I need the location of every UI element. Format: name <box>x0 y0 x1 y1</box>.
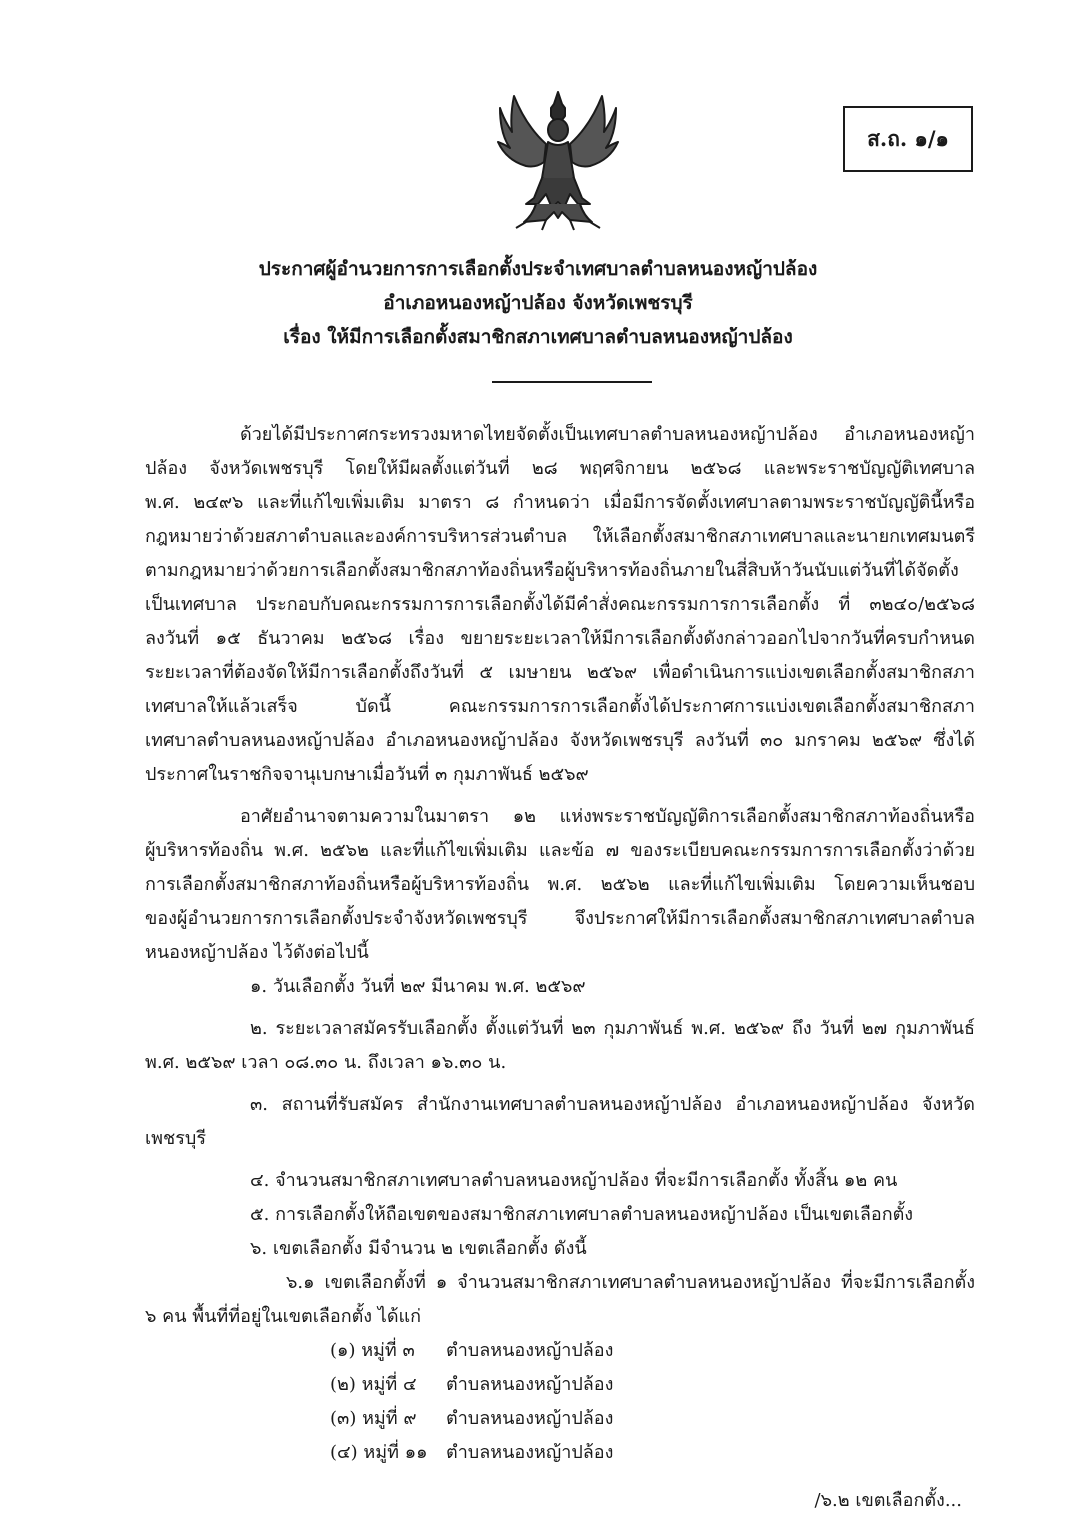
title-line: อำเภอหนองหญ้าปล้อง จังหวัดเพชรบุรี <box>383 292 693 314</box>
village-subdistrict: ตำบลหนองหญ้าปล้อง <box>446 1408 614 1429</box>
village-number: (๓) หมู่ที่ ๙ <box>330 1408 417 1429</box>
paragraph-line: เทศบาลให้แล้วเสร็จ บัดนี้ คณะกรรมการการเลือกตั้งได้ประกาศการแบ่งเขตเลือกตั้งสมาชิกสภา <box>145 696 975 717</box>
paragraph-line: ลงวันที่ ๑๕ ธันวาคม ๒๕๖๘ เรื่อง ขยายระยะเวลาให้มีการเลือกตั้งดังกล่าวออกไปจากวันที่ครบกำหนด <box>145 628 975 649</box>
village-subdistrict: ตำบลหนองหญ้าปล้อง <box>446 1340 614 1361</box>
paragraph-line: ด้วยได้มีประกาศกระทรวงมหาดไทยจัดตั้งเป็นเทศบาลตำบลหนองหญ้าปล้อง อำเภอหนองหญ้า <box>240 424 975 445</box>
title-divider <box>492 381 652 383</box>
garuda-emblem-icon <box>496 86 620 234</box>
paragraph-line: การเลือกตั้งสมาชิกสภาท้องถิ่นหรือผู้บริหารท้องถิ่น พ.ศ. ๒๕๖๒ และที่แก้ไขเพิ่มเติม โดยความเห็นชอบ <box>145 874 975 895</box>
village-number: (๒) หมู่ที่ ๔ <box>330 1374 417 1395</box>
paragraph-line: ระยะเวลาที่ต้องจัดให้มีการเลือกตั้งถึงวันที่ ๕ เมษายน ๒๕๖๙ เพื่อดำเนินการแบ่งเขตเลือกตั้งสมาชิกสภา <box>145 662 975 683</box>
paragraph-line: พ.ศ. ๒๔๙๖ และที่แก้ไขเพิ่มเติม มาตรา ๘ กำหนดว่า เมื่อมีการจัดตั้งเทศบาลตามพระราชบัญญัตินี้หรือ <box>145 492 975 513</box>
form-code-box <box>843 106 973 172</box>
paragraph-line: หนองหญ้าปล้อง ไว้ดังต่อไปนี้ <box>145 942 369 963</box>
village-row <box>330 1368 650 1402</box>
form-code: ส.ถ. ๑/๑ <box>867 125 949 151</box>
paragraph-line: อาศัยอำนาจตามความในมาตรา ๑๒ แห่งพระราชบัญญัติการเลือกตั้งสมาชิกสภาท้องถิ่นหรือ <box>240 806 975 827</box>
village-row <box>330 1436 650 1470</box>
village-row <box>330 1402 650 1436</box>
paragraph-line: ตามกฎหมายว่าด้วยการเลือกตั้งสมาชิกสภาท้องถิ่นหรือผู้บริหารท้องถิ่นภายในสี่สิบห้าวันนับแต่วันที่ได้จัดตั้ง <box>145 560 959 581</box>
list-item: ๓. สถานที่รับสมัคร สำนักงานเทศบาลตำบลหนองหญ้าปล้อง อำเภอหนองหญ้าปล้อง จังหวัด <box>250 1094 975 1115</box>
paragraph-line: ผู้บริหารท้องถิ่น พ.ศ. ๒๕๖๒ และที่แก้ไขเพิ่มเติม และข้อ ๗ ของระเบียบคณะกรรมการการเลือกตั้งว่าด้วย <box>145 840 975 861</box>
list-item-continuation: เพชรบุรี <box>145 1128 206 1149</box>
paragraph-line: เป็นเทศบาล ประกอบกับคณะกรรมการการเลือกตั้งได้มีคำสั่งคณะกรรมการการเลือกตั้ง ที่ ๓๒๔๐/๒๕๖๘ <box>145 594 975 615</box>
paragraph-line: ปล้อง จังหวัดเพชรบุรี โดยให้มีผลตั้งแต่วันที่ ๒๘ พฤศจิกายน ๒๕๖๘ และพระราชบัญญัติเทศบาล <box>145 458 975 479</box>
village-number: (๑) หมู่ที่ ๓ <box>330 1340 415 1361</box>
list-item: ๔. จำนวนสมาชิกสภาเทศบาลตำบลหนองหญ้าปล้อง ที่จะมีการเลือกตั้ง ทั้งสิ้น ๑๒ คน <box>250 1170 898 1191</box>
paragraph-line: ประกาศในราชกิจจานุเบกษาเมื่อวันที่ ๓ กุมภาพันธ์ ๒๕๖๙ <box>145 764 589 785</box>
village-number: (๔) หมู่ที่ ๑๑ <box>330 1442 428 1463</box>
title-line: เรื่อง ให้มีการเลือกตั้งสมาชิกสภาเทศบาลตำบลหนองหญ้าปล้อง <box>283 326 793 348</box>
village-subdistrict: ตำบลหนองหญ้าปล้อง <box>446 1442 614 1463</box>
list-item: ๑. วันเลือกตั้ง วันที่ ๒๙ มีนาคม พ.ศ. ๒๕๖๙ <box>250 976 586 997</box>
paragraph-line: เทศบาลตำบลหนองหญ้าปล้อง อำเภอหนองหญ้าปล้อง จังหวัดเพชรบุรี ลงวันที่ ๓๐ มกราคม ๒๕๖๙ ซึ่งได้ <box>145 730 975 751</box>
village-subdistrict: ตำบลหนองหญ้าปล้อง <box>446 1374 614 1395</box>
title-line: ประกาศผู้อำนวยการการเลือกตั้งประจำเทศบาลตำบลหนองหญ้าปล้อง <box>258 258 818 280</box>
paragraph-line: ของผู้อำนวยการการเลือกตั้งประจำจังหวัดเพชรบุรี จึงประกาศให้มีการเลือกตั้งสมาชิกสภาเทศบาลตำบล <box>145 908 975 929</box>
list-item-continuation: ๖ คน พื้นที่ที่อยู่ในเขตเลือกตั้ง ได้แก่ <box>145 1306 422 1327</box>
list-item: ๖.๑ เขตเลือกตั้งที่ ๑ จำนวนสมาชิกสภาเทศบาลตำบลหนองหญ้าปล้อง ที่จะมีการเลือกตั้ง <box>286 1272 975 1293</box>
list-item: ๕. การเลือกตั้งให้ถือเขตของสมาชิกสภาเทศบาลตำบลหนองหญ้าปล้อง เป็นเขตเลือกตั้ง <box>250 1204 914 1225</box>
announcement-title <box>100 252 976 354</box>
village-row <box>330 1334 650 1368</box>
paragraph-line: กฎหมายว่าด้วยสภาตำบลและองค์การบริหารส่วนตำบล ให้เลือกตั้งสมาชิกสภาเทศบาลและนายกเทศมนตรี <box>145 526 975 547</box>
page-continuation: /๖.๒ เขตเลือกตั้ง... <box>814 1490 962 1511</box>
list-item: ๖. เขตเลือกตั้ง มีจำนวน ๒ เขตเลือกตั้ง ดังนี้ <box>250 1238 587 1259</box>
list-item-continuation: พ.ศ. ๒๕๖๙ เวลา ๐๘.๓๐ น. ถึงเวลา ๑๖.๓๐ น. <box>145 1052 507 1073</box>
list-item: ๒. ระยะเวลาสมัครรับเลือกตั้ง ตั้งแต่วันที่ ๒๓ กุมภาพันธ์ พ.ศ. ๒๕๖๙ ถึง วันที่ ๒๗ กุมภาพันธ์ <box>250 1018 975 1039</box>
